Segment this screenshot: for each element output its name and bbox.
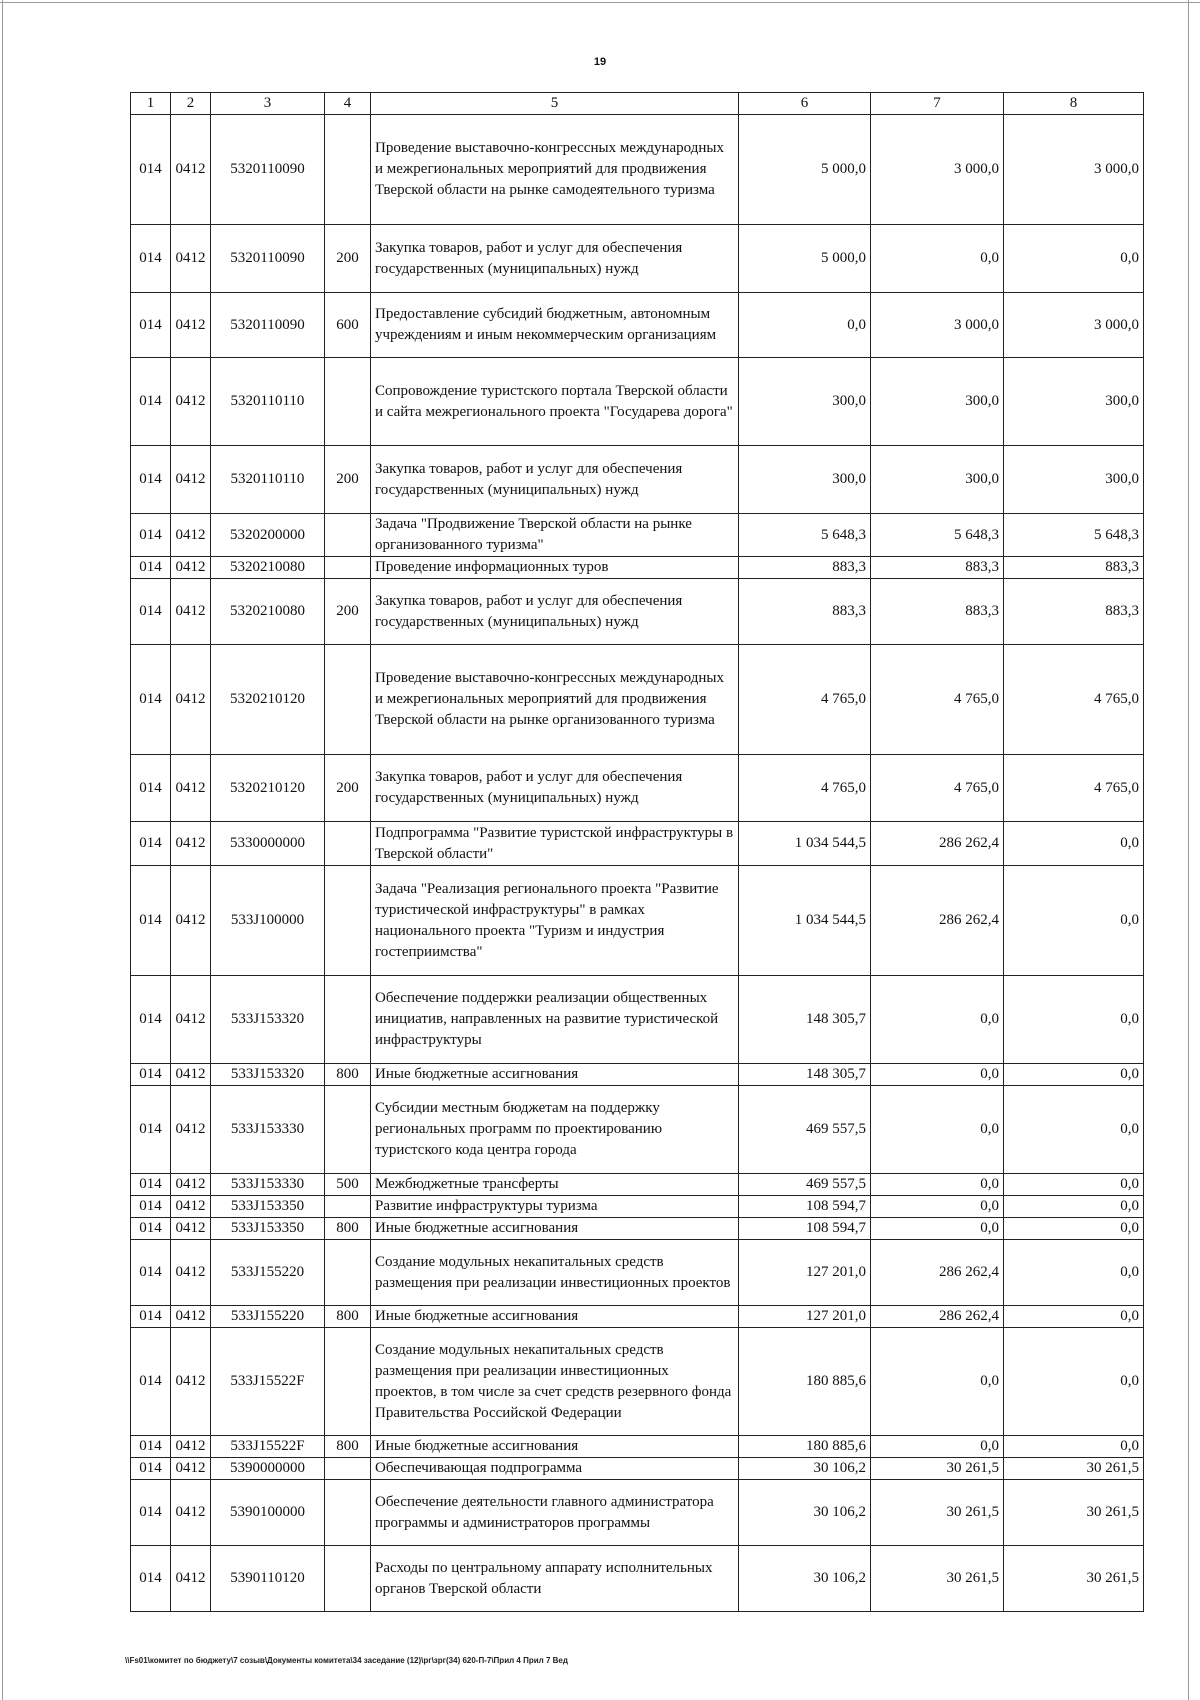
amount-col8-cell: 0,0	[1004, 1436, 1144, 1458]
description-cell: Проведение информационных туров	[371, 557, 739, 579]
expense-type-cell	[325, 976, 371, 1064]
target-article-cell: 5320210120	[211, 755, 325, 822]
section-code-cell: 0412	[171, 1218, 211, 1240]
target-article-cell: 533J155220	[211, 1306, 325, 1328]
amount-col8-cell: 0,0	[1004, 1174, 1144, 1196]
section-code-cell: 0412	[171, 1458, 211, 1480]
expense-type-cell	[325, 1546, 371, 1612]
amount-col8-cell: 30 261,5	[1004, 1546, 1144, 1612]
expense-type-cell	[325, 822, 371, 866]
section-code-cell: 0412	[171, 514, 211, 557]
section-code-cell: 0412	[171, 1436, 211, 1458]
description-cell: Развитие инфраструктуры туризма	[371, 1196, 739, 1218]
ministry-code-cell: 014	[131, 755, 171, 822]
description-cell: Проведение выставочно-конгрессных международных и межрегиональных мероприятий для продвижения Тверской области на рынке организованного туризма	[371, 645, 739, 755]
amount-col6-cell: 5 000,0	[739, 115, 871, 225]
ministry-code-cell: 014	[131, 225, 171, 293]
amount-col6-cell: 4 765,0	[739, 645, 871, 755]
amount-col8-cell: 5 648,3	[1004, 514, 1144, 557]
ministry-code-cell: 014	[131, 557, 171, 579]
amount-col7-cell: 0,0	[871, 1086, 1004, 1174]
column-header: 8	[1004, 93, 1144, 115]
amount-col8-cell: 0,0	[1004, 1196, 1144, 1218]
expense-type-cell: 800	[325, 1218, 371, 1240]
description-cell: Закупка товаров, работ и услуг для обеспечения государственных (муниципальных) нужд	[371, 225, 739, 293]
table-row	[131, 1086, 1144, 1174]
amount-col6-cell: 180 885,6	[739, 1436, 871, 1458]
table-row	[131, 446, 1144, 514]
amount-col6-cell: 108 594,7	[739, 1196, 871, 1218]
section-code-cell: 0412	[171, 1196, 211, 1218]
ministry-code-cell: 014	[131, 1086, 171, 1174]
ministry-code-cell: 014	[131, 1196, 171, 1218]
section-code-cell: 0412	[171, 579, 211, 645]
ministry-code-cell: 014	[131, 358, 171, 446]
amount-col8-cell: 30 261,5	[1004, 1480, 1144, 1546]
expense-type-cell: 200	[325, 225, 371, 293]
amount-col6-cell: 127 201,0	[739, 1240, 871, 1306]
amount-col6-cell: 180 885,6	[739, 1328, 871, 1436]
amount-col6-cell: 4 765,0	[739, 755, 871, 822]
expense-type-cell: 500	[325, 1174, 371, 1196]
target-article-cell: 533J153330	[211, 1086, 325, 1174]
description-cell: Сопровождение туристского портала Тверской области и сайта межрегионального проекта "Государева дорога"	[371, 358, 739, 446]
amount-col6-cell: 5 648,3	[739, 514, 871, 557]
amount-col7-cell: 30 261,5	[871, 1480, 1004, 1546]
table-row	[131, 866, 1144, 976]
target-article-cell: 533J153330	[211, 1174, 325, 1196]
table-row	[131, 1306, 1144, 1328]
expense-type-cell	[325, 645, 371, 755]
section-code-cell: 0412	[171, 1240, 211, 1306]
section-code-cell: 0412	[171, 1174, 211, 1196]
target-article-cell: 533J153350	[211, 1218, 325, 1240]
budget-table	[130, 92, 1144, 1612]
target-article-cell: 5320200000	[211, 514, 325, 557]
amount-col8-cell: 0,0	[1004, 225, 1144, 293]
amount-col7-cell: 0,0	[871, 1196, 1004, 1218]
amount-col7-cell: 5 648,3	[871, 514, 1004, 557]
amount-col7-cell: 300,0	[871, 358, 1004, 446]
description-cell: Подпрограмма "Развитие туристской инфраструктуры в Тверской области"	[371, 822, 739, 866]
ministry-code-cell: 014	[131, 446, 171, 514]
table-row	[131, 1458, 1144, 1480]
expense-type-cell: 800	[325, 1306, 371, 1328]
page-number: 19	[593, 56, 607, 68]
target-article-cell: 5390110120	[211, 1546, 325, 1612]
scan-border-left	[2, 0, 3, 1700]
ministry-code-cell: 014	[131, 1306, 171, 1328]
table-row	[131, 1480, 1144, 1546]
amount-col8-cell: 0,0	[1004, 1328, 1144, 1436]
amount-col7-cell: 300,0	[871, 446, 1004, 514]
description-cell: Создание модульных некапитальных средств размещения при реализации инвестиционных проектов	[371, 1240, 739, 1306]
expense-type-cell: 800	[325, 1436, 371, 1458]
amount-col6-cell: 5 000,0	[739, 225, 871, 293]
target-article-cell: 533J155220	[211, 1240, 325, 1306]
expense-type-cell: 600	[325, 293, 371, 358]
amount-col7-cell: 883,3	[871, 557, 1004, 579]
amount-col6-cell: 300,0	[739, 446, 871, 514]
target-article-cell: 533J15522F	[211, 1436, 325, 1458]
amount-col7-cell: 0,0	[871, 1436, 1004, 1458]
amount-col6-cell: 883,3	[739, 557, 871, 579]
amount-col7-cell: 0,0	[871, 1218, 1004, 1240]
description-cell: Создание модульных некапитальных средств размещения при реализации инвестиционных проектов, в том числе за счет средств резервного фонда Правительства Российской Федерации	[371, 1328, 739, 1436]
amount-col8-cell: 300,0	[1004, 358, 1144, 446]
description-cell: Задача "Продвижение Тверской области на рынке организованного туризма"	[371, 514, 739, 557]
table-row	[131, 1064, 1144, 1086]
column-header: 7	[871, 93, 1004, 115]
section-code-cell: 0412	[171, 1064, 211, 1086]
ministry-code-cell: 014	[131, 1436, 171, 1458]
ministry-code-cell: 014	[131, 1546, 171, 1612]
section-code-cell: 0412	[171, 1546, 211, 1612]
section-code-cell: 0412	[171, 755, 211, 822]
target-article-cell: 5320210120	[211, 645, 325, 755]
table-row	[131, 225, 1144, 293]
expense-type-cell	[325, 115, 371, 225]
description-cell: Иные бюджетные ассигнования	[371, 1436, 739, 1458]
section-code-cell: 0412	[171, 645, 211, 755]
section-code-cell: 0412	[171, 1086, 211, 1174]
column-header: 1	[131, 93, 171, 115]
expense-type-cell	[325, 1328, 371, 1436]
table-row	[131, 1196, 1144, 1218]
ministry-code-cell: 014	[131, 1480, 171, 1546]
ministry-code-cell: 014	[131, 579, 171, 645]
column-header: 2	[171, 93, 211, 115]
amount-col8-cell: 3 000,0	[1004, 293, 1144, 358]
amount-col7-cell: 286 262,4	[871, 822, 1004, 866]
amount-col6-cell: 127 201,0	[739, 1306, 871, 1328]
target-article-cell: 5330000000	[211, 822, 325, 866]
amount-col6-cell: 148 305,7	[739, 1064, 871, 1086]
amount-col6-cell: 30 106,2	[739, 1458, 871, 1480]
target-article-cell: 533J153350	[211, 1196, 325, 1218]
amount-col8-cell: 300,0	[1004, 446, 1144, 514]
amount-col7-cell: 3 000,0	[871, 293, 1004, 358]
description-cell: Закупка товаров, работ и услуг для обеспечения государственных (муниципальных) нужд	[371, 579, 739, 645]
section-code-cell: 0412	[171, 115, 211, 225]
table-row	[131, 822, 1144, 866]
ministry-code-cell: 014	[131, 976, 171, 1064]
description-cell: Задача "Реализация регионального проекта "Развитие туристической инфраструктуры" в рамках национального проекта "Туризм и индустрия гостеприимства"	[371, 866, 739, 976]
amount-col8-cell: 30 261,5	[1004, 1458, 1144, 1480]
column-header: 5	[371, 93, 739, 115]
table-row	[131, 557, 1144, 579]
description-cell: Межбюджетные трансферты	[371, 1174, 739, 1196]
description-cell: Предоставление субсидий бюджетным, автономным учреждениям и иным некоммерческим организациям	[371, 293, 739, 358]
amount-col8-cell: 0,0	[1004, 1218, 1144, 1240]
ministry-code-cell: 014	[131, 822, 171, 866]
ministry-code-cell: 014	[131, 1240, 171, 1306]
amount-col8-cell: 0,0	[1004, 976, 1144, 1064]
section-code-cell: 0412	[171, 358, 211, 446]
expense-type-cell	[325, 1240, 371, 1306]
target-article-cell: 533J153320	[211, 976, 325, 1064]
description-cell: Обеспечение поддержки реализации общественных инициатив, направленных на развитие туристической инфраструктуры	[371, 976, 739, 1064]
amount-col7-cell: 3 000,0	[871, 115, 1004, 225]
table-row	[131, 1218, 1144, 1240]
section-code-cell: 0412	[171, 822, 211, 866]
section-code-cell: 0412	[171, 293, 211, 358]
section-code-cell: 0412	[171, 866, 211, 976]
ministry-code-cell: 014	[131, 1064, 171, 1086]
table-row	[131, 645, 1144, 755]
section-code-cell: 0412	[171, 1480, 211, 1546]
amount-col7-cell: 4 765,0	[871, 755, 1004, 822]
target-article-cell: 5390000000	[211, 1458, 325, 1480]
amount-col6-cell: 469 557,5	[739, 1086, 871, 1174]
ministry-code-cell: 014	[131, 293, 171, 358]
ministry-code-cell: 014	[131, 115, 171, 225]
column-header: 6	[739, 93, 871, 115]
column-header: 3	[211, 93, 325, 115]
section-code-cell: 0412	[171, 225, 211, 293]
ministry-code-cell: 014	[131, 645, 171, 755]
amount-col7-cell: 0,0	[871, 1174, 1004, 1196]
expense-type-cell	[325, 514, 371, 557]
amount-col6-cell: 1 034 544,5	[739, 822, 871, 866]
amount-col8-cell: 883,3	[1004, 557, 1144, 579]
ministry-code-cell: 014	[131, 1174, 171, 1196]
description-cell: Обеспечение деятельности главного администратора программы и администраторов программы	[371, 1480, 739, 1546]
target-article-cell: 533J15522F	[211, 1328, 325, 1436]
target-article-cell: 5320110090	[211, 115, 325, 225]
target-article-cell: 5390100000	[211, 1480, 325, 1546]
amount-col7-cell: 30 261,5	[871, 1546, 1004, 1612]
description-cell: Закупка товаров, работ и услуг для обеспечения государственных (муниципальных) нужд	[371, 446, 739, 514]
amount-col7-cell: 286 262,4	[871, 1240, 1004, 1306]
expense-type-cell	[325, 1480, 371, 1546]
table-row	[131, 579, 1144, 645]
target-article-cell: 5320110090	[211, 225, 325, 293]
description-cell: Проведение выставочно-конгрессных международных и межрегиональных мероприятий для продвижения Тверской области на рынке самодеятельного туризма	[371, 115, 739, 225]
expense-type-cell	[325, 1196, 371, 1218]
target-article-cell: 5320110090	[211, 293, 325, 358]
expense-type-cell	[325, 1086, 371, 1174]
description-cell: Обеспечивающая подпрограмма	[371, 1458, 739, 1480]
amount-col8-cell: 4 765,0	[1004, 755, 1144, 822]
expense-type-cell: 200	[325, 446, 371, 514]
table-row	[131, 293, 1144, 358]
section-code-cell: 0412	[171, 557, 211, 579]
scan-border-top	[0, 2, 1200, 3]
description-cell: Иные бюджетные ассигнования	[371, 1064, 739, 1086]
table-row	[131, 358, 1144, 446]
description-cell: Расходы по центральному аппарату исполнительных органов Тверской области	[371, 1546, 739, 1612]
ministry-code-cell: 014	[131, 1458, 171, 1480]
amount-col7-cell: 0,0	[871, 225, 1004, 293]
amount-col8-cell: 0,0	[1004, 1064, 1144, 1086]
table-row	[131, 1546, 1144, 1612]
target-article-cell: 533J100000	[211, 866, 325, 976]
description-cell: Субсидии местным бюджетам на поддержку региональных программ по проектированию туристского кода центра города	[371, 1086, 739, 1174]
amount-col7-cell: 0,0	[871, 976, 1004, 1064]
amount-col8-cell: 3 000,0	[1004, 115, 1144, 225]
amount-col7-cell: 883,3	[871, 579, 1004, 645]
expense-type-cell	[325, 358, 371, 446]
amount-col7-cell: 0,0	[871, 1064, 1004, 1086]
amount-col6-cell: 0,0	[739, 293, 871, 358]
amount-col8-cell: 0,0	[1004, 866, 1144, 976]
target-article-cell: 5320210080	[211, 557, 325, 579]
table-row	[131, 1174, 1144, 1196]
expense-type-cell: 800	[325, 1064, 371, 1086]
expense-type-cell	[325, 557, 371, 579]
ministry-code-cell: 014	[131, 866, 171, 976]
amount-col6-cell: 108 594,7	[739, 1218, 871, 1240]
table-row	[131, 115, 1144, 225]
description-cell: Закупка товаров, работ и услуг для обеспечения государственных (муниципальных) нужд	[371, 755, 739, 822]
amount-col8-cell: 0,0	[1004, 1306, 1144, 1328]
section-code-cell: 0412	[171, 1328, 211, 1436]
footer-file-path: \\Fs01\комитет по бюджету\7 созыв\Документы комитета\34 заседание (12)\рг\зрг(34) 620-П-7\Прил 4 Прил 7 Вед	[125, 1656, 568, 1665]
amount-col7-cell: 4 765,0	[871, 645, 1004, 755]
amount-col8-cell: 883,3	[1004, 579, 1144, 645]
column-number-row	[131, 93, 1144, 115]
section-code-cell: 0412	[171, 1306, 211, 1328]
amount-col6-cell: 883,3	[739, 579, 871, 645]
ministry-code-cell: 014	[131, 1328, 171, 1436]
amount-col6-cell: 469 557,5	[739, 1174, 871, 1196]
amount-col8-cell: 4 765,0	[1004, 645, 1144, 755]
ministry-code-cell: 014	[131, 514, 171, 557]
scan-border-right	[1188, 0, 1189, 1700]
target-article-cell: 5320210080	[211, 579, 325, 645]
amount-col7-cell: 30 261,5	[871, 1458, 1004, 1480]
amount-col6-cell: 1 034 544,5	[739, 866, 871, 976]
expense-type-cell	[325, 1458, 371, 1480]
section-code-cell: 0412	[171, 446, 211, 514]
amount-col6-cell: 148 305,7	[739, 976, 871, 1064]
target-article-cell: 533J153320	[211, 1064, 325, 1086]
table-body	[131, 115, 1144, 1612]
target-article-cell: 5320110110	[211, 358, 325, 446]
amount-col6-cell: 300,0	[739, 358, 871, 446]
section-code-cell: 0412	[171, 976, 211, 1064]
amount-col8-cell: 0,0	[1004, 1086, 1144, 1174]
table-row	[131, 755, 1144, 822]
column-header: 4	[325, 93, 371, 115]
amount-col7-cell: 0,0	[871, 1328, 1004, 1436]
table-row	[131, 1240, 1144, 1306]
target-article-cell: 5320110110	[211, 446, 325, 514]
expense-type-cell: 200	[325, 755, 371, 822]
expense-type-cell	[325, 866, 371, 976]
table-row	[131, 1328, 1144, 1436]
amount-col8-cell: 0,0	[1004, 822, 1144, 866]
table-row	[131, 1436, 1144, 1458]
description-cell: Иные бюджетные ассигнования	[371, 1218, 739, 1240]
expense-type-cell: 200	[325, 579, 371, 645]
amount-col7-cell: 286 262,4	[871, 866, 1004, 976]
table-row	[131, 976, 1144, 1064]
amount-col8-cell: 0,0	[1004, 1240, 1144, 1306]
table-row	[131, 514, 1144, 557]
ministry-code-cell: 014	[131, 1218, 171, 1240]
description-cell: Иные бюджетные ассигнования	[371, 1306, 739, 1328]
amount-col6-cell: 30 106,2	[739, 1480, 871, 1546]
amount-col6-cell: 30 106,2	[739, 1546, 871, 1612]
amount-col7-cell: 286 262,4	[871, 1306, 1004, 1328]
